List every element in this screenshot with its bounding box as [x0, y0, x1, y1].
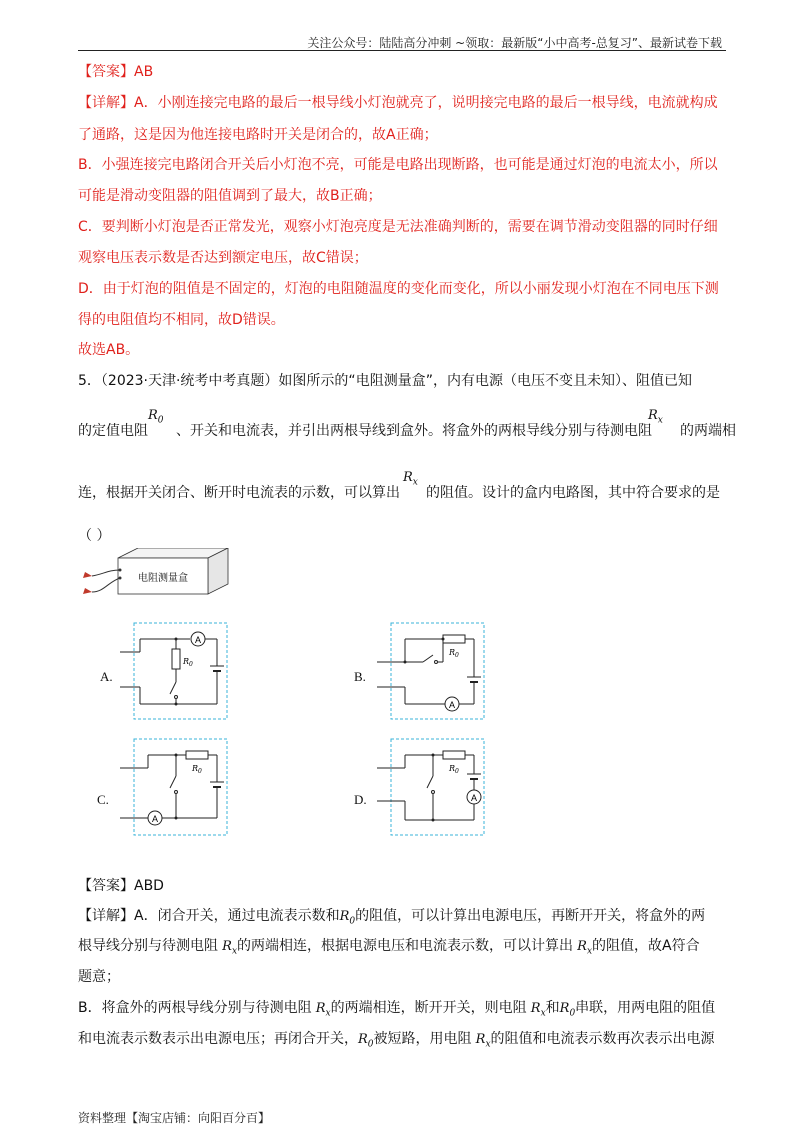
resistance-box-illustration — [76, 548, 236, 606]
explanation-line: C．要判断小灯泡是否正常发光，观察小灯泡亮度是无法准确判断的，需要在调节滑动变阻器的同时仔细 — [78, 219, 718, 235]
ammeter-icon: A — [194, 635, 202, 645]
explanation-line: 得的电阻值均不相同，故D错误。 — [78, 312, 285, 328]
symbol-rx: $R_x$ — [530, 1001, 546, 1019]
ammeter-icon: A — [470, 793, 478, 803]
option-label-a: A. — [100, 669, 113, 684]
circuit-diagram-c — [118, 738, 230, 838]
explanation-line: 【详解】A．小刚连接完电路的最后一根导线小灯泡就亮了，说明接完电路的最后一根导线，电流就构成 — [78, 95, 718, 111]
explanation-line: 【详解】A．闭合开关，通过电流表示数和$R_0$的阻值，可以计算出电源电压，再断开开关，将盒外的两 — [78, 908, 706, 927]
explanation-line: B．小强连接完电路闭合开关后小灯泡不亮，可能是电路出现断路，也可能是通过灯泡的电流太小，所以 — [78, 157, 718, 173]
question-stem: 5．（2023·天津·统考中考真题）如图所示的“电阻测量盒”，内有电源（电压不变且未知）、阻值已知 — [78, 373, 692, 389]
symbol-r0: $R_0$ — [339, 909, 356, 927]
explanation-line: 和电流表示数表示出电源电压；再闭合开关，$R_0$被短路，用电阻 $R_x$的阻值和电流表示数再次表示出电源 — [78, 1031, 715, 1050]
box-label: 电阻测量盒 — [138, 573, 188, 584]
symbol-rx: $R_x$ — [222, 939, 238, 957]
symbol-r0: $R_0$ — [358, 1032, 374, 1050]
option-label-d: D. — [354, 792, 367, 807]
symbol-rx: $R_x$ — [403, 470, 418, 488]
explanation-line: 题意； — [78, 969, 120, 985]
r0-label: $R_0$ — [183, 657, 193, 668]
alligator-clip-icon — [83, 572, 92, 578]
answer-blank: （ ） — [78, 528, 111, 544]
explanation-line: 了通路，这是因为他连接电路时开关是闭合的，故A正确； — [78, 127, 438, 143]
symbol-rx: $R_x$ — [475, 1032, 491, 1050]
header-divider — [78, 50, 726, 51]
option-label-c: C. — [97, 792, 109, 807]
r0-label: $R_0$ — [449, 764, 459, 775]
answer-label: 【答案】AB — [78, 64, 154, 80]
explanation-line: 观察电压表示数是否达到额定电压，故C错误； — [78, 250, 368, 266]
explanation-line: B．将盒外的两根导线分别与待测电阻 $R_x$的两端相连，断开开关，则电阻 $R_x$和$R_0$串联，用两电阻的阻值 — [78, 1000, 716, 1019]
circuit-diagram-b — [375, 622, 487, 722]
option-label-b: B. — [354, 669, 366, 684]
explanation-line: D．由于灯泡的阻值是不固定的，灯泡的电阻随温度的变化而变化，所以小丽发现小灯泡在不同电压下测 — [78, 281, 719, 297]
circuit-diagram-d — [375, 738, 487, 838]
answer-label: 【答案】ABD — [78, 878, 164, 894]
symbol-rx: $R_x$ — [577, 939, 593, 957]
question-stem: 连，根据开关闭合、断开时电流表的示数，可以算出 的阻值。设计的盒内电路图，其中符合要求的是 — [78, 485, 720, 501]
alligator-clip-icon — [83, 588, 92, 594]
ammeter-icon: A — [448, 700, 456, 710]
circuit-diagram-a — [118, 622, 230, 722]
page-footer: 资料整理【淘宝店铺：向阳百分百】 — [78, 1111, 271, 1125]
symbol-r0: $R_0$ — [148, 408, 164, 426]
question-stem: 的定值电阻 、开关和电流表，并引出两根导线到盒外。将盒外的两根导线分别与待测电阻 的两端相 — [78, 423, 736, 439]
explanation-line: 故选AB。 — [78, 342, 140, 358]
explanation-line: 可能是滑动变阻器的阻值调到了最大，故B正确； — [78, 188, 382, 204]
r0-label: $R_0$ — [192, 764, 202, 775]
ammeter-icon: A — [151, 814, 159, 824]
symbol-rx: $R_x$ — [648, 408, 663, 426]
explanation-line: 根导线分别与待测电阻 $R_x$的两端相连，根据电源电压和电流表示数，可以计算出 $R_x$的阻值，故A符合 — [78, 938, 700, 957]
r0-label: $R_0$ — [449, 648, 459, 659]
symbol-rx: $R_x$ — [315, 1001, 331, 1019]
page-header: 关注公众号：陆陆高分冲刺 ~领取：最新版“小中高考-总复习”、最新试卷下载 — [307, 36, 722, 50]
symbol-r0: $R_0$ — [559, 1001, 576, 1019]
